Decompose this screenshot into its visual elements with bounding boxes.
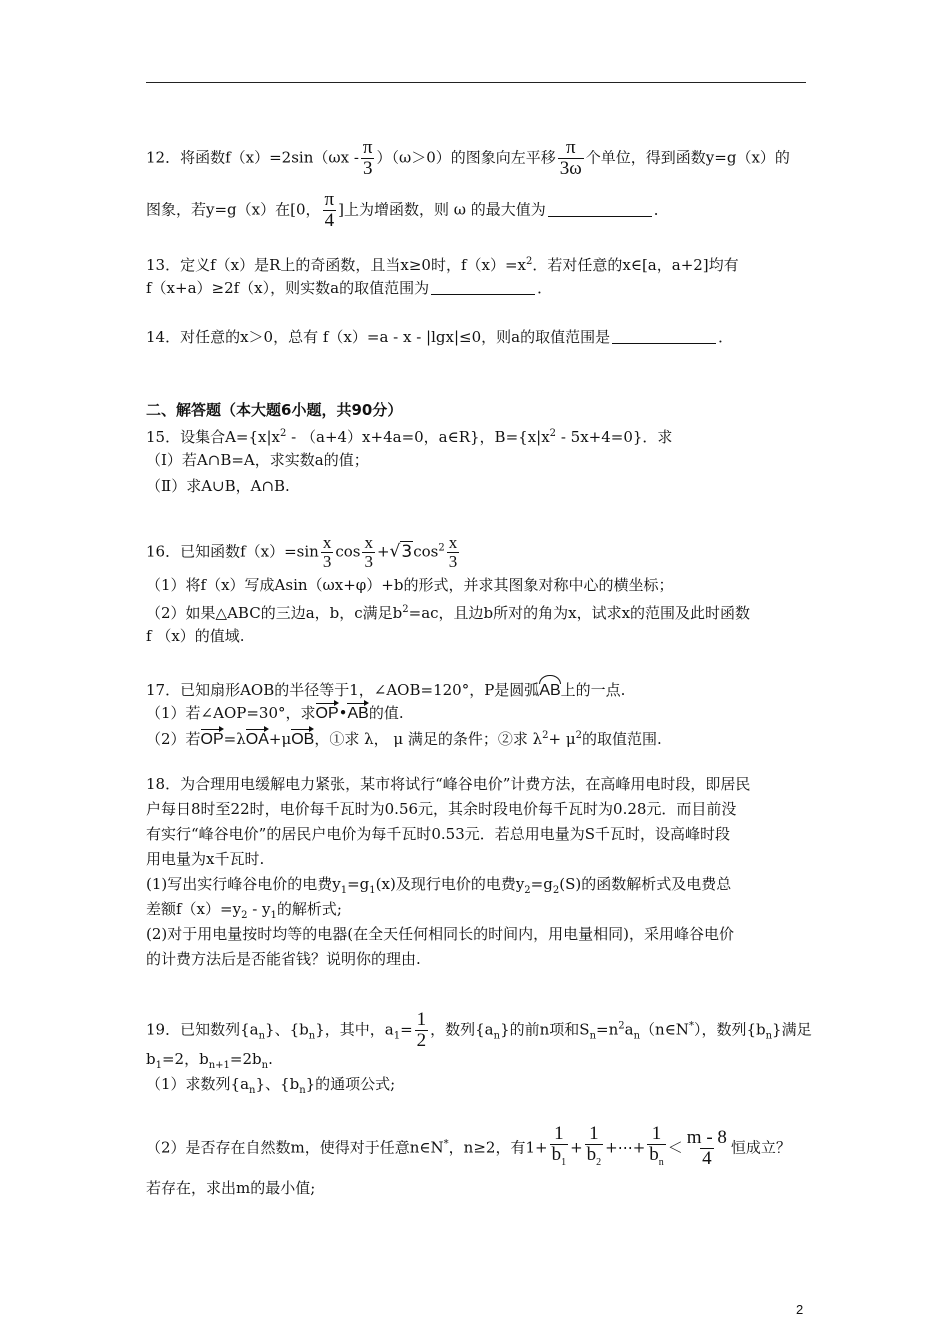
q12-period: ． <box>653 200 669 219</box>
numerator: m - 8 <box>686 1126 727 1148</box>
q19-text: . <box>268 1050 273 1068</box>
q17-text-a: 17．已知扇形AOB的半径等于1，∠AOB=120°，P是圆弧 <box>146 681 540 699</box>
q17-line-1 <box>146 675 826 701</box>
q13-text-b: ．若对任意的x∈[a，a+2]均有 <box>532 256 739 274</box>
fraction-one-half <box>415 1010 429 1051</box>
fraction-x-over-3 <box>321 534 334 571</box>
q18-text-g: - y <box>247 900 271 918</box>
superscript: 2 <box>575 730 583 741</box>
subscript: 1 <box>369 885 376 896</box>
q16-line-1 <box>146 534 826 571</box>
subscript: 2 <box>596 1156 602 1168</box>
q12-text-c: 个单位，得到函数y=g（x）的 <box>585 148 790 167</box>
q18-line-5 <box>146 874 826 901</box>
q19-line-2 <box>146 1049 826 1076</box>
q19-text: =2b <box>229 1050 262 1068</box>
subscript: n <box>308 1030 316 1042</box>
superscript: 2 <box>542 730 549 741</box>
fraction-1-over-b1 <box>550 1124 569 1173</box>
ellipsis: +⋯+ <box>605 1138 646 1157</box>
superscript: 2 <box>280 428 287 439</box>
q19-text: （n∈N <box>640 1020 689 1039</box>
denominator: 4 <box>324 210 335 231</box>
q18-text-e: (S)的函数解析式及电费总 <box>559 875 732 893</box>
denominator <box>585 1144 604 1173</box>
subscript: 2 <box>552 885 560 896</box>
q17-line-2 <box>146 700 826 724</box>
q18-line-1: 18．为合理用电缓解电力紧张，某市将试行“峰谷电价”计费方法，在高峰用电时段，即居民 <box>146 775 751 793</box>
cos-text: cos <box>335 542 361 561</box>
q13-text-a: 13．定义f（x）是R上的奇函数，且当x≥0时，f（x）=x <box>146 256 527 274</box>
section-heading: 二、解答题（本大题6小题，共90分） <box>146 401 403 419</box>
dot-operator: • <box>338 704 348 722</box>
vector-ob: OB <box>291 726 314 750</box>
subscript: 1 <box>340 885 348 896</box>
fraction-pi-over-3omega <box>558 138 584 179</box>
plus-sign: + <box>376 542 390 561</box>
numerator: x <box>364 533 373 552</box>
q16-line-4: f （x）的值域. <box>146 627 245 645</box>
q15-text-a: 15．设集合A={x|x <box>146 428 281 446</box>
subscript: 1 <box>155 1060 162 1071</box>
subscript: 2 <box>241 910 248 921</box>
subscript: n <box>299 1085 306 1096</box>
q19-text: }满足 <box>772 1020 812 1039</box>
q14-period: ． <box>718 328 734 346</box>
header-rule <box>146 82 806 83</box>
denominator: 3ω <box>559 158 582 179</box>
denominator: 3 <box>322 552 332 571</box>
answer-blank[interactable] <box>431 280 535 295</box>
superscript: * <box>443 1138 449 1150</box>
fraction-pi-over-3 <box>361 138 375 179</box>
numerator: π <box>324 189 335 210</box>
q16-text-c: =ac，且边b所对的角为x，试求x的范围及此时函数 <box>408 604 751 622</box>
q19-text: b <box>146 1050 156 1068</box>
denominator: 2 <box>416 1030 427 1051</box>
subscript: 1 <box>270 910 277 921</box>
q19-text: }的通项公式; <box>305 1075 396 1093</box>
q18-line-7: (2)对于用电量按时均等的电器(在全天任何相同长的时间内，用电量相同)，采用峰谷电价 <box>146 925 734 943</box>
q19-text: 19．已知数列{a <box>146 1020 259 1039</box>
fraction-1-over-b2 <box>585 1124 604 1173</box>
q18-line-8: 的计费方法后是否能省钱？说明你的理由. <box>146 950 421 968</box>
subscript: n+1 <box>208 1060 230 1071</box>
fraction-x-over-3 <box>362 534 375 571</box>
q15-line-2: （Ⅰ）若A∩B=A，求实数a的值； <box>146 451 369 469</box>
denominator: 3 <box>364 552 373 571</box>
denominator: 3 <box>362 158 373 179</box>
q19-line-3 <box>146 1074 826 1101</box>
b-symbol: b <box>586 1144 597 1165</box>
subscript: 1 <box>393 1030 401 1042</box>
cos-text: cos <box>413 542 439 561</box>
q19-text: ，数列{a <box>430 1020 494 1039</box>
b-symbol: b <box>649 1144 659 1165</box>
numerator: 1 <box>651 1123 662 1144</box>
page-number: 2 <box>796 1302 804 1317</box>
q12-text-a: 12．将函数f（x）=2sin（ωx - <box>146 148 359 167</box>
denominator: 3 <box>448 552 458 571</box>
q19-text: = <box>400 1020 413 1039</box>
subscript: 1 <box>561 1156 567 1168</box>
denominator <box>550 1144 569 1173</box>
sqrt-3: √3 <box>389 541 413 562</box>
numerator: π <box>362 137 373 158</box>
subscript: n <box>493 1030 501 1042</box>
subscript: n <box>633 1030 641 1042</box>
fraction-1-over-bn <box>647 1124 666 1173</box>
q14-text-a: 14．对任意的x＞0，总有 f（x）=a - x - |lgx|≤0，则a的取值范围是 <box>146 328 611 346</box>
q19-text: （2）是否存在自然数m，使得对于任意n∈N <box>146 1138 444 1157</box>
q15-text-c: - 5x+4=0}．求 <box>556 428 673 446</box>
q12-text-b: ）（ω＞0）的图象向左平移 <box>376 148 556 167</box>
q18-line-2: 户每日8时至22时，电价每千瓦时为0.56元，其余时段电价每千瓦时为0.28元．而目前没 <box>146 800 737 818</box>
radicand: 3 <box>401 541 413 562</box>
answer-blank[interactable] <box>612 329 716 344</box>
q19-text: ），数列{b <box>693 1020 766 1039</box>
q17-text-e: （2）若 <box>146 730 201 748</box>
vector-ab: AB <box>347 700 368 724</box>
q18-text-b: =g <box>347 875 370 893</box>
subscript: n <box>261 1060 269 1071</box>
numerator: 1 <box>416 1009 427 1030</box>
q19-text: a <box>624 1020 634 1039</box>
q18-text-d: =g <box>530 875 553 893</box>
q13-line-2 <box>146 278 826 298</box>
q19-text: 恒成立？ <box>730 1138 791 1157</box>
fraction-m8-over-4 <box>685 1128 729 1169</box>
q19-text: }，其中，a <box>315 1020 394 1039</box>
vector-oa: OA <box>246 726 269 750</box>
q17-line-3 <box>146 726 826 750</box>
q15-text-b: - （a+4）x+4a=0，a∈R}，B={x|x <box>286 428 550 446</box>
plus-mu: +μ <box>268 730 292 748</box>
q16-line-3 <box>146 600 826 623</box>
answer-blank[interactable] <box>548 202 652 217</box>
q19-text: （1）求数列{a <box>146 1075 250 1093</box>
q17-text-c: （1）若∠AOP=30°，求 <box>146 704 316 722</box>
q19-text: =n <box>596 1020 619 1039</box>
q12-text-d: 图象，若y=g（x）在[0， <box>146 200 321 219</box>
superscript: 2 <box>438 542 445 554</box>
less-than: ＜ <box>667 1138 683 1157</box>
subscript: 2 <box>524 885 531 896</box>
q18-line-4: 用电量为x千瓦时. <box>146 850 265 868</box>
numerator: x <box>322 533 332 552</box>
vector-op: OP <box>316 700 339 724</box>
q17-text-h: 的取值范围. <box>582 730 662 748</box>
fraction-pi-over-4 <box>323 190 337 231</box>
q19-line-1 <box>146 1010 826 1051</box>
q19-line-5: 若存在，求出m的最小值; <box>146 1179 316 1197</box>
q12-text-e: ]上为增函数，则 ω 的最大值为 <box>338 200 546 219</box>
q16-text-b: （2）如果△ABC的三边a，b，c满足b <box>146 604 403 622</box>
q19-text: ，n≥2，有1+ <box>448 1138 548 1157</box>
subscript: n <box>589 1030 597 1042</box>
q17-text-d: 的值. <box>368 704 404 722</box>
q19-text: =2，b <box>161 1050 209 1068</box>
q13-line-1 <box>146 252 826 275</box>
q18-text-c: (x)及现行电价的电费y <box>375 875 525 893</box>
q18-text-h: 的解析式; <box>276 900 342 918</box>
q15-line-3: （Ⅱ）求A∪B，A∩B. <box>146 477 290 495</box>
denominator <box>647 1144 666 1173</box>
superscript: 2 <box>549 428 557 439</box>
subscript: n <box>658 1156 664 1168</box>
b-symbol: b <box>551 1144 562 1165</box>
vector-op: OP <box>201 726 224 750</box>
arc-ab: AB <box>539 675 560 701</box>
numerator: π <box>565 137 576 158</box>
q12-line-1 <box>146 138 826 179</box>
superscript: 2 <box>526 256 533 267</box>
q13-period: ． <box>537 279 553 297</box>
q12-line-2 <box>146 190 826 231</box>
q14-line-1 <box>146 327 826 347</box>
equals-lambda: =λ <box>223 730 246 748</box>
q17-text-b: 上的一点. <box>560 681 626 699</box>
q15-line-1 <box>146 424 826 447</box>
q17-text-g: + μ <box>548 730 576 748</box>
q17-text-f: ，①求 λ， μ 满足的条件；②求 λ <box>314 730 543 748</box>
q19-line-4: （2）是否存在自然数m，使得对于任意n∈N*，n≥2，有1+ $\frac{1}{b_1}$ + $\frac{1}{b_2}$ +⋯+ $\frac{1}{b_n}$ ＜ $\frac{m - 8}{4}$ 恒成立？ <box>146 1124 826 1173</box>
fraction-x-over-3 <box>447 534 460 571</box>
numerator: x <box>448 533 458 552</box>
subscript: n <box>249 1085 256 1096</box>
q13-text-c: f（x+a）≥2f（x），则实数a的取值范围为 <box>146 279 430 297</box>
superscript: 2 <box>618 1020 625 1032</box>
q18-line-6 <box>146 899 826 926</box>
q19-text: }、{b <box>265 1020 309 1039</box>
numerator: 1 <box>589 1123 599 1144</box>
q16-line-2: （1）将f（x）写成Asin（ωx+φ）+b的形式，并求其图象对称中心的横坐标； <box>146 576 674 594</box>
subscript: n <box>258 1030 266 1042</box>
subscript: n <box>765 1030 773 1042</box>
superscript: 2 <box>402 604 409 615</box>
q18-line-3: 有实行“峰谷电价”的居民户电价为每千瓦时0.53元．若总用电量为S千瓦时，设高峰时段 <box>146 825 731 843</box>
superscript: * <box>688 1020 694 1032</box>
q16-text-a: 16．已知函数f（x）=sin <box>146 542 319 561</box>
q19-text: }、{b <box>255 1075 300 1093</box>
denominator: 4 <box>702 1147 712 1169</box>
q19-text: }的前n项和S <box>500 1020 590 1039</box>
numerator: 1 <box>554 1123 564 1144</box>
q18-text-a: (1)写出实行峰谷电价的电费y <box>146 875 341 893</box>
q18-text-f: 差额f（x）=y <box>146 900 242 918</box>
